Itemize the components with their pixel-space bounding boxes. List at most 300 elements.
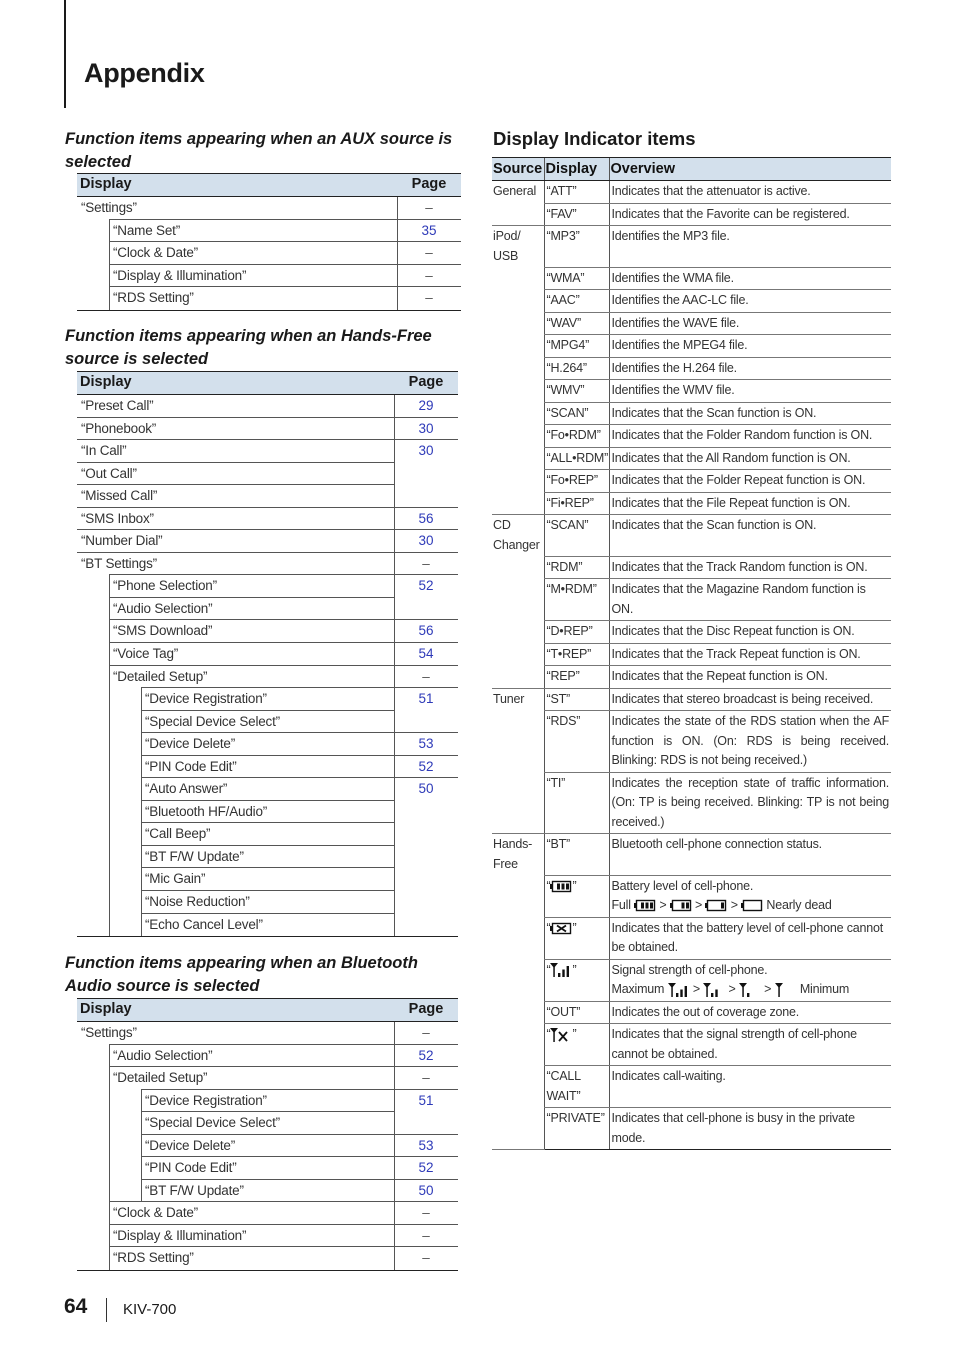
overview-text: Identifies the AAC-LC file. xyxy=(611,293,749,307)
overview-text: Indicates that the signal strength of cell-phone cannot be obtained. xyxy=(611,1027,857,1061)
display-cell: “WAV” xyxy=(544,312,609,335)
table-row xyxy=(77,620,458,643)
function-item-label: “BT F/W Update” xyxy=(145,1182,244,1198)
overview-text: Indicates that the Track Repeat function is ON. xyxy=(611,646,861,661)
table-row xyxy=(77,598,458,621)
overview-cell xyxy=(609,579,891,621)
function-item-page: 50 xyxy=(418,781,434,797)
table-row xyxy=(77,756,458,779)
function-item-page: 54 xyxy=(418,646,434,662)
indent-rule xyxy=(141,733,142,756)
function-item-page: 52 xyxy=(418,758,434,774)
function-item-page: 51 xyxy=(418,691,434,707)
function-item-page: 52 xyxy=(418,1160,434,1176)
signal-max-icon xyxy=(668,982,690,998)
indent-rule xyxy=(141,801,142,824)
overview-text: Indicates that the Scan function is ON. xyxy=(611,405,817,420)
indicator-row xyxy=(492,1024,891,1066)
display-column-header: Display xyxy=(80,374,132,390)
display-cell: “T•REP” xyxy=(544,643,609,666)
function-item-page: 56 xyxy=(418,510,434,526)
battery-full-icon xyxy=(550,880,572,893)
source-cell: General xyxy=(493,184,537,198)
handsfree-function-table xyxy=(77,371,458,937)
column-rule xyxy=(394,823,395,846)
indicator-row xyxy=(492,875,891,917)
table-row xyxy=(77,868,458,891)
source-cell-empty xyxy=(492,1024,544,1066)
function-item-page: – xyxy=(425,200,433,215)
function-item-page: 30 xyxy=(418,443,434,459)
function-item-label: “Voice Tag” xyxy=(113,646,179,662)
table-header xyxy=(77,998,458,1022)
function-item-label: “Device Delete” xyxy=(145,736,236,752)
overview-text: Signal strength of cell-phone. xyxy=(611,962,768,977)
overview-text: Indicates that the attenuator is active. xyxy=(611,184,811,198)
source-cell-empty xyxy=(492,1108,544,1150)
indent-rule xyxy=(141,1180,142,1203)
handsfree-section-heading: Function items appearing when an Hands-Free source is selected xyxy=(65,327,432,368)
source-cell-empty xyxy=(492,579,544,621)
function-item-label: “Device Registration” xyxy=(145,1092,267,1108)
display-cell: “ ” xyxy=(544,959,609,1001)
page-column-header: Page xyxy=(408,1001,444,1017)
indent-rule xyxy=(141,1090,142,1113)
table-row xyxy=(77,688,458,711)
indicator-row xyxy=(492,226,891,268)
scale-end-label: Minimum xyxy=(799,982,850,996)
overview-cell xyxy=(609,1001,891,1024)
indicator-section-heading: Display Indicator items xyxy=(493,128,696,149)
page-column-header: Page xyxy=(408,374,444,390)
signal-two-bars-icon xyxy=(703,982,725,998)
indent-rule xyxy=(141,778,142,801)
display-cell: “WMV” xyxy=(544,380,609,403)
display-cell: “M•RDM” xyxy=(544,579,609,621)
overview-cell xyxy=(609,711,891,773)
display-column-header: Display xyxy=(80,176,132,192)
table-row xyxy=(77,1022,458,1045)
function-item-label: “Special Device Select” xyxy=(145,713,280,729)
function-item-label: “Phonebook” xyxy=(81,420,157,436)
indent-rule xyxy=(141,868,142,891)
function-item-page: 53 xyxy=(418,736,434,752)
overview-text: Identifies the WMV file. xyxy=(611,383,735,397)
signal-min-icon xyxy=(775,982,797,998)
function-item-label: “Missed Call” xyxy=(81,488,158,504)
display-cell: “BT” xyxy=(544,834,609,876)
indicator-row xyxy=(492,556,891,579)
table-row xyxy=(77,287,461,310)
indent-rule xyxy=(109,1112,110,1135)
overview-cell xyxy=(609,666,891,689)
function-item-page: – xyxy=(422,1070,430,1086)
function-item-label: “Mic Gain” xyxy=(145,871,206,887)
indicator-row xyxy=(492,959,891,1001)
table-row xyxy=(77,485,458,508)
table-row xyxy=(77,395,458,418)
overview-cell xyxy=(609,203,891,226)
column-rule xyxy=(394,846,395,869)
overview-cell xyxy=(609,1108,891,1150)
source-cell-empty xyxy=(492,335,544,358)
indicator-row xyxy=(492,380,891,403)
source-cell-empty xyxy=(492,380,544,403)
source-cell-empty xyxy=(492,290,544,313)
function-item-label: “Audio Selection” xyxy=(113,600,213,616)
indent-rule xyxy=(109,823,110,846)
table-row xyxy=(77,508,458,531)
overview-cell xyxy=(609,312,891,335)
indent-rule xyxy=(109,914,110,937)
source-cell-empty xyxy=(492,556,544,579)
function-item-page: 30 xyxy=(418,533,434,549)
indicator-row xyxy=(492,917,891,959)
overview-text: Indicates that the Folder Random function is ON. xyxy=(611,428,873,442)
indicator-row xyxy=(492,1001,891,1024)
indicator-table xyxy=(492,157,891,1150)
indent-rule xyxy=(141,823,142,846)
indent-rule xyxy=(109,1225,110,1248)
function-item-label: “Device Delete” xyxy=(145,1137,236,1153)
function-item-label: “Phone Selection” xyxy=(113,578,217,594)
display-cell: “MPG4” xyxy=(544,335,609,358)
table-row xyxy=(77,1090,458,1113)
source-cell-empty xyxy=(492,666,544,689)
column-rule xyxy=(394,914,395,937)
source-cell: iPod/ USB xyxy=(493,229,521,263)
indent-rule xyxy=(109,756,110,779)
battery-empty-icon xyxy=(741,899,763,912)
indicator-row xyxy=(492,492,891,515)
function-item-label: “Settings” xyxy=(81,1025,137,1040)
column-rule xyxy=(394,711,395,734)
indent-rule xyxy=(109,1067,110,1090)
function-item-label: “Clock & Date” xyxy=(113,1205,198,1221)
function-item-page: – xyxy=(422,1227,430,1243)
column-rule xyxy=(394,485,395,508)
table-row xyxy=(77,265,461,288)
aux-function-table xyxy=(77,173,461,311)
table-bottom-rule xyxy=(77,936,458,937)
indicator-row xyxy=(492,688,891,711)
function-item-label: “SMS Inbox” xyxy=(81,510,154,526)
overview-text: Identifies the MPEG4 file. xyxy=(611,338,748,352)
source-cell-empty xyxy=(492,492,544,515)
indicator-row xyxy=(492,711,891,773)
table-row xyxy=(77,1067,458,1090)
source-cell-empty xyxy=(492,1066,544,1108)
function-item-page: 52 xyxy=(418,578,434,594)
display-cell: “D•REP” xyxy=(544,621,609,644)
function-item-page: 52 xyxy=(418,1047,434,1063)
display-cell: “OUT” xyxy=(544,1001,609,1024)
btaudio-function-table xyxy=(77,998,458,1271)
indent-rule xyxy=(141,846,142,869)
table-row xyxy=(77,463,458,486)
source-cell: Tuner xyxy=(493,691,525,706)
function-item-page: – xyxy=(422,1250,430,1266)
indicator-row xyxy=(492,470,891,493)
function-item-label: “Detailed Setup” xyxy=(113,668,208,684)
indent-rule xyxy=(109,1045,110,1068)
indent-rule xyxy=(109,575,110,598)
overview-cell xyxy=(609,1024,891,1066)
indicator-row xyxy=(492,666,891,689)
scale-start-label: Full xyxy=(611,898,631,912)
column-rule xyxy=(394,598,395,621)
table-row xyxy=(77,666,458,689)
source-cell-empty xyxy=(492,643,544,666)
function-item-label: “Preset Call” xyxy=(81,398,154,413)
overview-cell xyxy=(609,515,891,557)
function-item-label: “Out Call” xyxy=(81,465,137,481)
table-row xyxy=(77,711,458,734)
indent-rule xyxy=(141,756,142,779)
overview-text: Indicates that the File Repeat function is ON. xyxy=(611,495,851,510)
model-name: KIV-700 xyxy=(123,1301,177,1318)
indent-rule xyxy=(109,287,110,310)
table-row xyxy=(77,1112,458,1135)
overview-text: Indicates that the battery level of cell-phone cannot be obtained. xyxy=(611,920,884,954)
table-row xyxy=(77,914,458,937)
function-item-label: “Detailed Setup” xyxy=(113,1070,208,1086)
table-row xyxy=(77,418,458,441)
overview-text: Indicates that the Scan function is ON. xyxy=(611,518,817,532)
indicator-row xyxy=(492,402,891,425)
display-cell: “ ” xyxy=(544,1024,609,1066)
indicator-row xyxy=(492,579,891,621)
function-item-page: 53 xyxy=(418,1137,434,1153)
scale-end-label: Nearly dead xyxy=(766,898,832,912)
overview-text: Indicates the state of the RDS station when the AF function is ON. (On: RDS is being received. Blinking: RDS is not being received.) xyxy=(611,714,889,767)
indicator-row xyxy=(492,203,891,226)
btaudio-section-heading: Function items appearing when an Bluetooth Audio source is selected xyxy=(65,954,418,995)
function-item-page: – xyxy=(422,1205,430,1221)
table-row xyxy=(77,197,461,220)
column-rule xyxy=(394,801,395,824)
indent-rule xyxy=(109,598,110,621)
source-cell-empty xyxy=(492,711,544,773)
overview-text: Indicates that the Magazine Random function is ON. xyxy=(611,582,866,616)
overview-text: Battery level of cell-phone. xyxy=(611,878,754,893)
indent-rule xyxy=(109,733,110,756)
function-item-label: “RDS Setting” xyxy=(113,1250,194,1266)
signal-one-bar-icon xyxy=(739,982,761,998)
overview-text: Indicates that the Track Random function is ON. xyxy=(611,559,868,574)
display-cell: “AAC” xyxy=(544,290,609,313)
table-row xyxy=(77,1157,458,1180)
indent-rule xyxy=(109,688,110,711)
overview-text: Indicates that the Repeat function is ON. xyxy=(611,669,828,683)
overview-cell xyxy=(609,621,891,644)
indent-rule xyxy=(109,620,110,643)
overview-cell xyxy=(609,834,891,876)
overview-cell xyxy=(609,425,891,448)
table-row xyxy=(77,733,458,756)
function-item-page: 50 xyxy=(418,1182,434,1198)
indent-rule xyxy=(141,1157,142,1180)
source-cell-empty xyxy=(492,425,544,448)
table-row xyxy=(77,553,458,576)
header-rule xyxy=(64,0,66,108)
overview-text: Indicates call-waiting. xyxy=(611,1069,726,1083)
battery-two-bars-icon xyxy=(670,899,692,912)
overview-text: Bluetooth cell-phone connection status. xyxy=(611,837,822,851)
display-cell: “RDS” xyxy=(544,711,609,773)
table-row xyxy=(77,823,458,846)
indent-rule xyxy=(141,914,142,937)
source-cell-empty xyxy=(492,357,544,380)
table-header xyxy=(77,371,458,395)
table-row xyxy=(77,575,458,598)
table-row xyxy=(77,846,458,869)
overview-cell xyxy=(609,357,891,380)
table-row xyxy=(77,220,461,243)
page-number: 64 xyxy=(64,1295,88,1318)
indent-rule xyxy=(109,868,110,891)
display-cell: “MP3” xyxy=(544,226,609,268)
indent-rule xyxy=(109,1157,110,1180)
indent-rule xyxy=(141,891,142,914)
overview-cell: Signal strength of cell-phone. Maximum > > > Minimum xyxy=(609,959,891,1001)
table-row xyxy=(77,1045,458,1068)
indent-rule xyxy=(109,643,110,666)
function-item-label: “Display & Illumination” xyxy=(113,267,247,283)
column-rule xyxy=(394,868,395,891)
overview-text: Indicates that the Disc Repeat function is ON. xyxy=(611,624,855,638)
function-item-label: “Display & Illumination” xyxy=(113,1227,247,1243)
indent-rule xyxy=(109,711,110,734)
display-cell: “ST” xyxy=(544,688,609,711)
function-item-label: “In Call” xyxy=(81,443,127,459)
function-item-page: 29 xyxy=(418,398,434,413)
function-item-page: 30 xyxy=(418,420,434,436)
indent-rule xyxy=(141,688,142,711)
function-item-label: “Bluetooth HF/Audio” xyxy=(145,803,268,819)
overview-cell xyxy=(609,267,891,290)
indent-rule xyxy=(109,1202,110,1225)
indent-rule xyxy=(109,220,110,243)
overview-cell xyxy=(609,380,891,403)
table-row xyxy=(77,1180,458,1203)
indicator-row xyxy=(492,621,891,644)
scale-start-label: Maximum xyxy=(611,982,665,996)
function-item-label: “PIN Code Edit” xyxy=(145,758,237,774)
overview-cell xyxy=(609,917,891,959)
source-cell-empty xyxy=(492,203,544,226)
indicator-row xyxy=(492,290,891,313)
overview-cell xyxy=(609,772,891,834)
display-column-header: Display xyxy=(80,1001,132,1017)
source-cell-empty xyxy=(492,1001,544,1024)
overview-text: Identifies the WAVE file. xyxy=(611,315,740,330)
function-item-label: “PIN Code Edit” xyxy=(145,1160,237,1176)
indent-rule xyxy=(141,1135,142,1158)
source-cell-empty xyxy=(492,267,544,290)
indicator-row xyxy=(492,267,891,290)
indicator-row xyxy=(492,515,891,557)
table-row xyxy=(77,891,458,914)
overview-text: Identifies the H.264 file. xyxy=(611,360,737,375)
function-item-label: “Call Beep” xyxy=(145,826,211,842)
overview-text: Indicates the out of coverage zone. xyxy=(611,1004,800,1019)
indent-rule xyxy=(109,846,110,869)
function-item-label: “Special Device Select” xyxy=(145,1115,280,1131)
source-cell: CD Changer xyxy=(493,518,540,552)
table-row xyxy=(77,801,458,824)
display-cell: “REP” xyxy=(544,666,609,689)
function-item-label: “Echo Cancel Level” xyxy=(145,916,263,932)
table-row xyxy=(77,1225,458,1248)
display-cell: “CALL WAIT” xyxy=(544,1066,609,1108)
table-bottom-rule xyxy=(77,310,461,311)
indicator-row xyxy=(492,335,891,358)
page-column-header: Page xyxy=(411,176,447,192)
overview-text: Identifies the MP3 file. xyxy=(611,229,730,243)
display-cell: “PRIVATE” xyxy=(544,1108,609,1150)
indicator-row xyxy=(492,772,891,834)
source-cell-empty xyxy=(492,959,544,1001)
function-item-label: “BT Settings” xyxy=(81,555,157,571)
indicator-row xyxy=(492,357,891,380)
function-item-label: “BT F/W Update” xyxy=(145,848,244,864)
indent-rule xyxy=(109,801,110,824)
battery-full-icon xyxy=(634,899,656,912)
function-item-page: – xyxy=(422,1025,430,1040)
display-cell: “RDM” xyxy=(544,556,609,579)
table-row xyxy=(77,440,458,463)
source-cell-empty xyxy=(492,312,544,335)
indent-rule xyxy=(109,1135,110,1158)
display-cell: “ ” xyxy=(544,875,609,917)
source-cell-empty xyxy=(492,470,544,493)
indent-rule xyxy=(109,265,110,288)
display-cell: “H.264” xyxy=(544,357,609,380)
source-cell: Hands-Free xyxy=(493,837,533,871)
overview-cell xyxy=(609,402,891,425)
function-item-label: “Clock & Date” xyxy=(113,245,198,261)
column-rule xyxy=(394,1112,395,1135)
table-row xyxy=(77,1135,458,1158)
display-cell: “Fo•REP” xyxy=(544,470,609,493)
table-row xyxy=(77,778,458,801)
indent-rule xyxy=(109,1090,110,1113)
aux-section-heading: Function items appearing when an AUX source is selected xyxy=(65,130,453,171)
overview-cell xyxy=(609,181,891,204)
function-item-page: 56 xyxy=(418,623,434,639)
table-header xyxy=(77,173,461,197)
indicator-row xyxy=(492,834,891,876)
overview-text: Indicates that cell-phone is busy in the private mode. xyxy=(611,1111,855,1145)
function-item-page: – xyxy=(422,668,430,684)
function-item-label: “RDS Setting” xyxy=(113,290,194,306)
indent-rule xyxy=(109,778,110,801)
signal-unknown-icon xyxy=(550,1027,572,1043)
col-display-header: Display xyxy=(544,158,609,181)
indicator-row xyxy=(492,312,891,335)
display-cell: “Fi•REP” xyxy=(544,492,609,515)
display-cell: “FAV” xyxy=(544,203,609,226)
table-row xyxy=(77,1202,458,1225)
display-cell: “TI” xyxy=(544,772,609,834)
function-item-page: – xyxy=(425,245,433,261)
indent-rule xyxy=(109,242,110,265)
display-cell: “SCAN” xyxy=(544,402,609,425)
col-source-header: Source xyxy=(492,158,544,181)
function-item-label: “Number Dial” xyxy=(81,533,163,549)
indicator-row xyxy=(492,643,891,666)
